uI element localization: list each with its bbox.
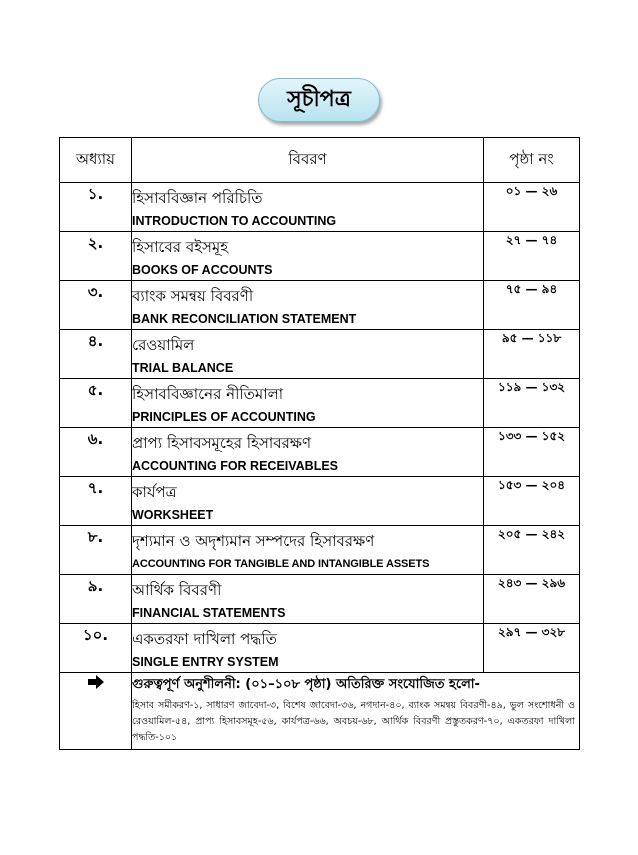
chapter-number: ৮. [60, 526, 132, 575]
page-range: ০১ — ২৬ [484, 183, 580, 232]
chapter-title-en: BANK RECONCILIATION STATEMENT [132, 312, 357, 326]
chapter-number: ১. [60, 183, 132, 232]
chapter-title-en: INTRODUCTION TO ACCOUNTING [132, 214, 337, 228]
chapter-title-en: TRIAL BALANCE [132, 361, 234, 375]
table-row [60, 428, 580, 477]
page-range: ২০৫ — ২৪২ [484, 526, 580, 575]
table-of-contents [59, 137, 580, 750]
header-description: বিবরণ [132, 138, 484, 183]
chapter-title-en: ACCOUNTING FOR TANGIBLE AND INTANGIBLE ASSETS [132, 558, 430, 570]
note-heading: গুরুত্বপূর্ণ অনুশীলনী: (০১–১০৮ পৃষ্ঠা) অতিরিক্ত সংযোজিত হলো- [132, 677, 480, 692]
chapter-title-bn: আর্থিক বিবরণী [132, 581, 222, 599]
chapter-title-bn: হিসাবের বইসমূহ [132, 238, 229, 256]
chapter-title-en: WORKSHEET [132, 508, 214, 522]
table-row [60, 183, 580, 232]
chapter-title-bn: প্রাপ্য হিসাবসমূহের হিসাবরক্ষণ [132, 434, 312, 452]
page-range: ২৪৩ — ২৯৬ [484, 575, 580, 624]
page-range: ১৩৩ — ১৫২ [484, 428, 580, 477]
chapter-number: ১০. [60, 624, 132, 673]
chapter-number: ২. [60, 232, 132, 281]
note-content [132, 673, 580, 750]
chapter-number: ৪. [60, 330, 132, 379]
header-page: পৃষ্ঠা নং [484, 138, 580, 183]
table-row [60, 526, 580, 575]
table-row [60, 281, 580, 330]
chapter-title-bn: একতরফা দাখিলা পদ্ধতি [132, 630, 277, 648]
chapter-description [132, 183, 484, 232]
note-body: হিসাব সমীকরণ-১, সাধারণ জাবেদা-৩, বিশেষ জাবেদা-৩৬, নগদান-৪০, ব্যাংক সমন্বয় বিবরণী-৪৯, ভুল সংশোধনী ও রেওয়ামিল-৫৪, প্রাপ্য হিসাবসমূহ-৫৬, কার্যপত্র-৬৬, অবচয়-৬৮, আর্থিক বিবরণী প্রস্তুতকরণ-৭০, একতরফা দাখিলা পদ্ধতি-১০১ [132, 700, 575, 743]
chapter-number: ৬. [60, 428, 132, 477]
chapter-description [132, 232, 484, 281]
chapter-number: ৫. [60, 379, 132, 428]
table-row [60, 379, 580, 428]
chapter-title-bn: হিসাববিজ্ঞান পরিচিতি [132, 189, 263, 207]
chapter-number: ৩. [60, 281, 132, 330]
chapter-description [132, 428, 484, 477]
page-range: ১৫৩ — ২০৪ [484, 477, 580, 526]
chapter-title-bn: হিসাববিজ্ঞানের নীতিমালা [132, 385, 284, 403]
chapter-description [132, 281, 484, 330]
page-title: সূচীপত্র [258, 78, 380, 122]
note-marker [60, 673, 132, 750]
chapter-title-en: FINANCIAL STATEMENTS [132, 606, 286, 620]
right-arrow-icon [88, 675, 104, 689]
header-chapter: অধ্যায় [60, 138, 132, 183]
chapter-description [132, 526, 484, 575]
page-range: ৭৫ — ৯৪ [484, 281, 580, 330]
chapter-number: ৭. [60, 477, 132, 526]
table-row [60, 330, 580, 379]
table-row [60, 624, 580, 673]
page-range: ১১৯ — ১৩২ [484, 379, 580, 428]
note-row [60, 673, 580, 750]
chapter-description [132, 575, 484, 624]
table-header-row [60, 138, 580, 183]
chapter-description [132, 477, 484, 526]
chapter-number: ৯. [60, 575, 132, 624]
chapter-title-bn: রেওয়ামিল [132, 336, 195, 354]
chapter-title-bn: কার্যপত্র [132, 483, 177, 501]
chapter-description [132, 624, 484, 673]
page-range: ২৯৭ — ৩২৮ [484, 624, 580, 673]
chapter-description [132, 330, 484, 379]
table-row [60, 575, 580, 624]
chapter-title-en: SINGLE ENTRY SYSTEM [132, 655, 279, 669]
chapter-title-en: BOOKS OF ACCOUNTS [132, 263, 273, 277]
chapter-title-bn: দৃশ্যমান ও অদৃশ্যমান সম্পদের হিসাবরক্ষণ [132, 532, 375, 550]
table-row [60, 232, 580, 281]
chapter-title-en: PRINCIPLES OF ACCOUNTING [132, 410, 316, 424]
chapter-title-en: ACCOUNTING FOR RECEIVABLES [132, 459, 339, 473]
table-row [60, 477, 580, 526]
page-range: ৯৫ — ১১৮ [484, 330, 580, 379]
title-area [0, 78, 638, 122]
chapter-description [132, 379, 484, 428]
chapter-title-bn: ব্যাংক সমন্বয় বিবরণী [132, 287, 254, 305]
page-range: ২৭ — ৭৪ [484, 232, 580, 281]
